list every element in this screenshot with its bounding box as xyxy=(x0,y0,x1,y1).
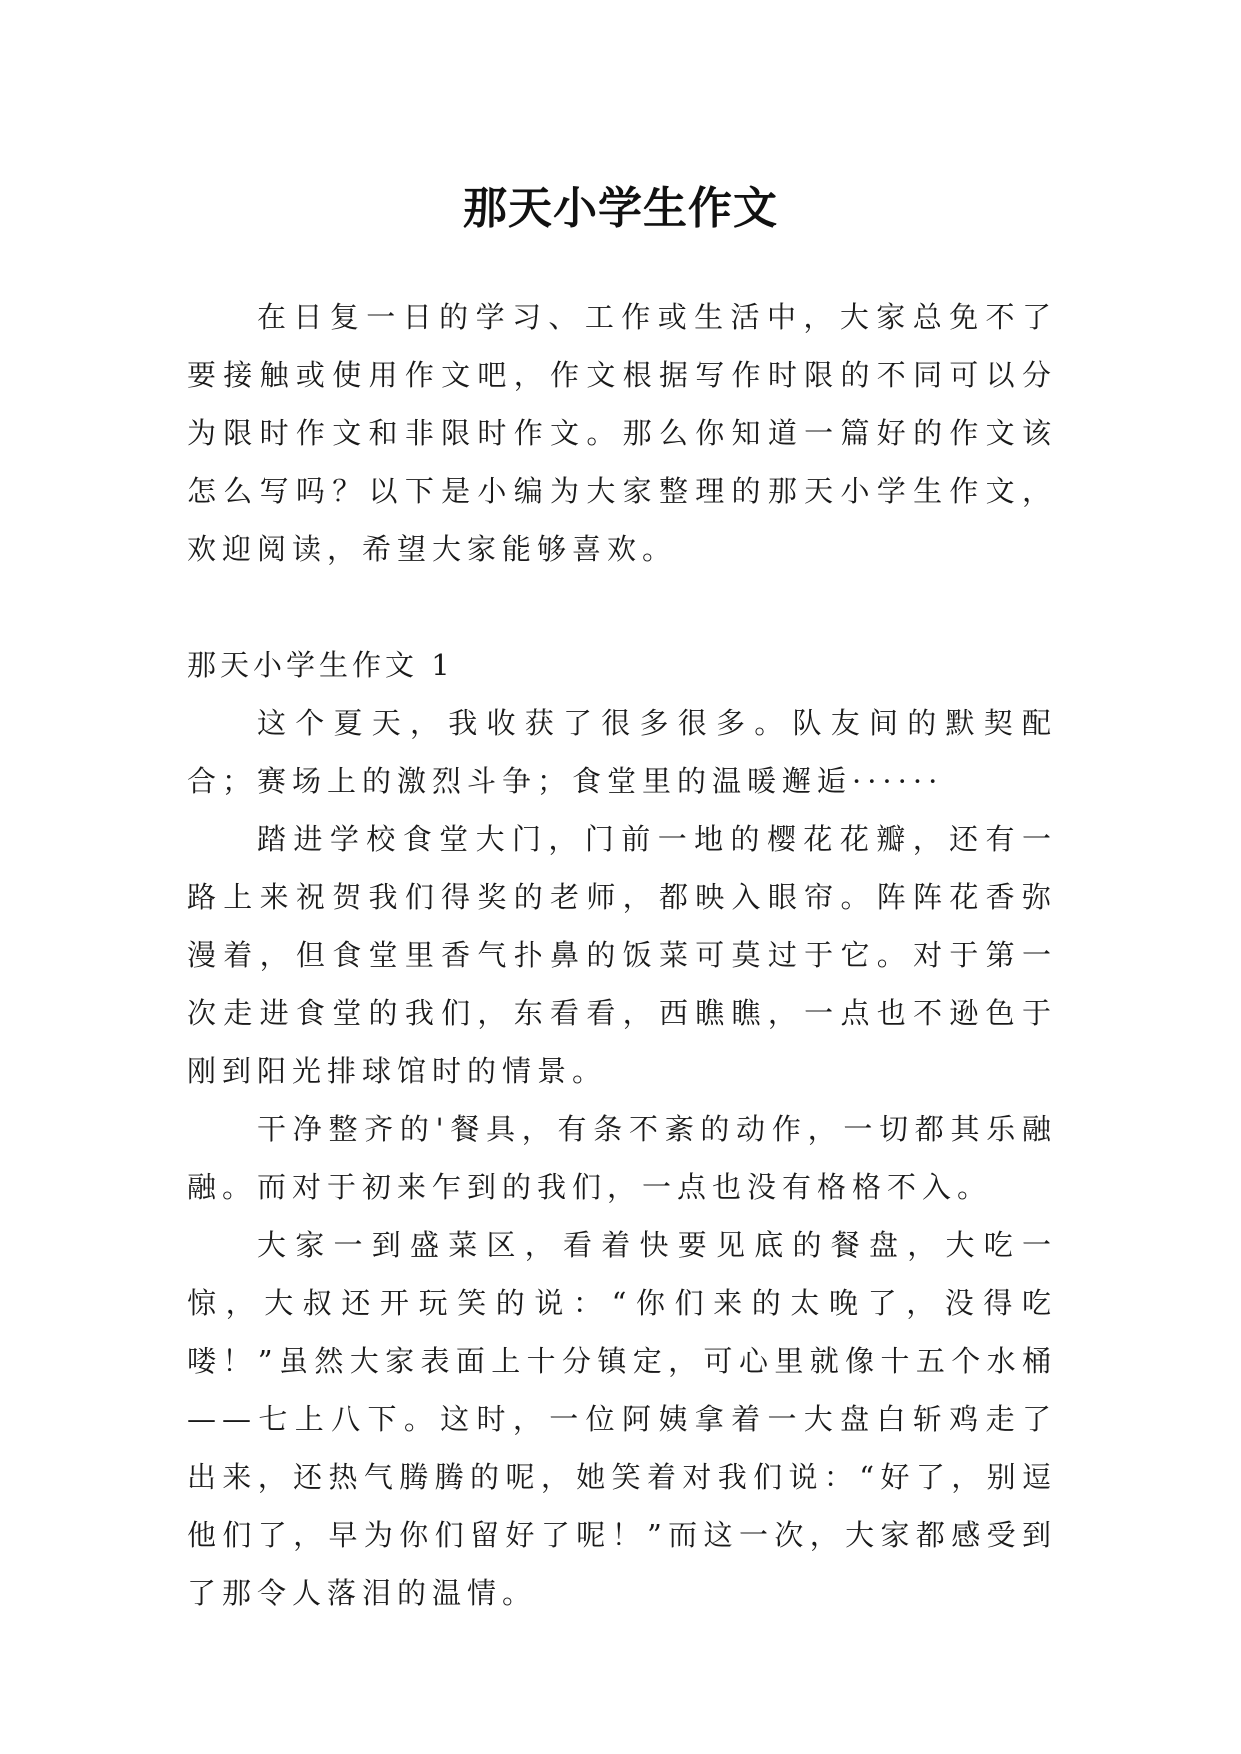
section-heading: 那天小学生作文 1 xyxy=(187,648,454,682)
document-title: 那天小学生作文 xyxy=(463,183,778,235)
body-paragraph-2: 踏进学校食堂大门，门前一地的樱花花瓣，还有一路上来祝贺我们得奖的老师，都映入眼帘。阵阵花香弥漫着，但食堂里香气扑鼻的饭菜可莫过于它。对于第一次走进食堂的我们，东看看，西瞧瞧，一点也不逊色于刚到阳光排球馆时的情景。 xyxy=(187,822,1057,1088)
body-paragraph-3: 干净整齐的'餐具，有条不紊的动作，一切都其乐融融。而对于初来乍到的我们，一点也没有格格不入。 xyxy=(187,1112,1057,1204)
body-paragraph-4: 大家一到盛菜区，看着快要见底的餐盘，大吃一惊，大叔还开玩笑的说：“你们来的太晚了，没得吃喽！”虽然大家表面上十分镇定，可心里就像十五个水桶——七上八下。这时，一位阿姨拿着一大盘白斩鸡走了出来，还热气腾腾的呢，她笑着对我们说：“好了，别逗他们了，早为你们留好了呢！”而这一次，大家都感受到了那令人落泪的温情。 xyxy=(187,1228,1057,1610)
intro-paragraph: 在日复一日的学习、工作或生活中，大家总免不了要接触或使用作文吧，作文根据写作时限的不同可以分为限时作文和非限时作文。那么你知道一篇好的作文该怎么写吗？以下是小编为大家整理的那天小学生作文，欢迎阅读，希望大家能够喜欢。 xyxy=(187,300,1057,566)
document-body xyxy=(187,288,1057,1622)
body-paragraph-1: 这个夏天，我收获了很多很多。队友间的默契配合；赛场上的激烈斗争；食堂里的温暖邂逅······ xyxy=(187,706,1057,798)
